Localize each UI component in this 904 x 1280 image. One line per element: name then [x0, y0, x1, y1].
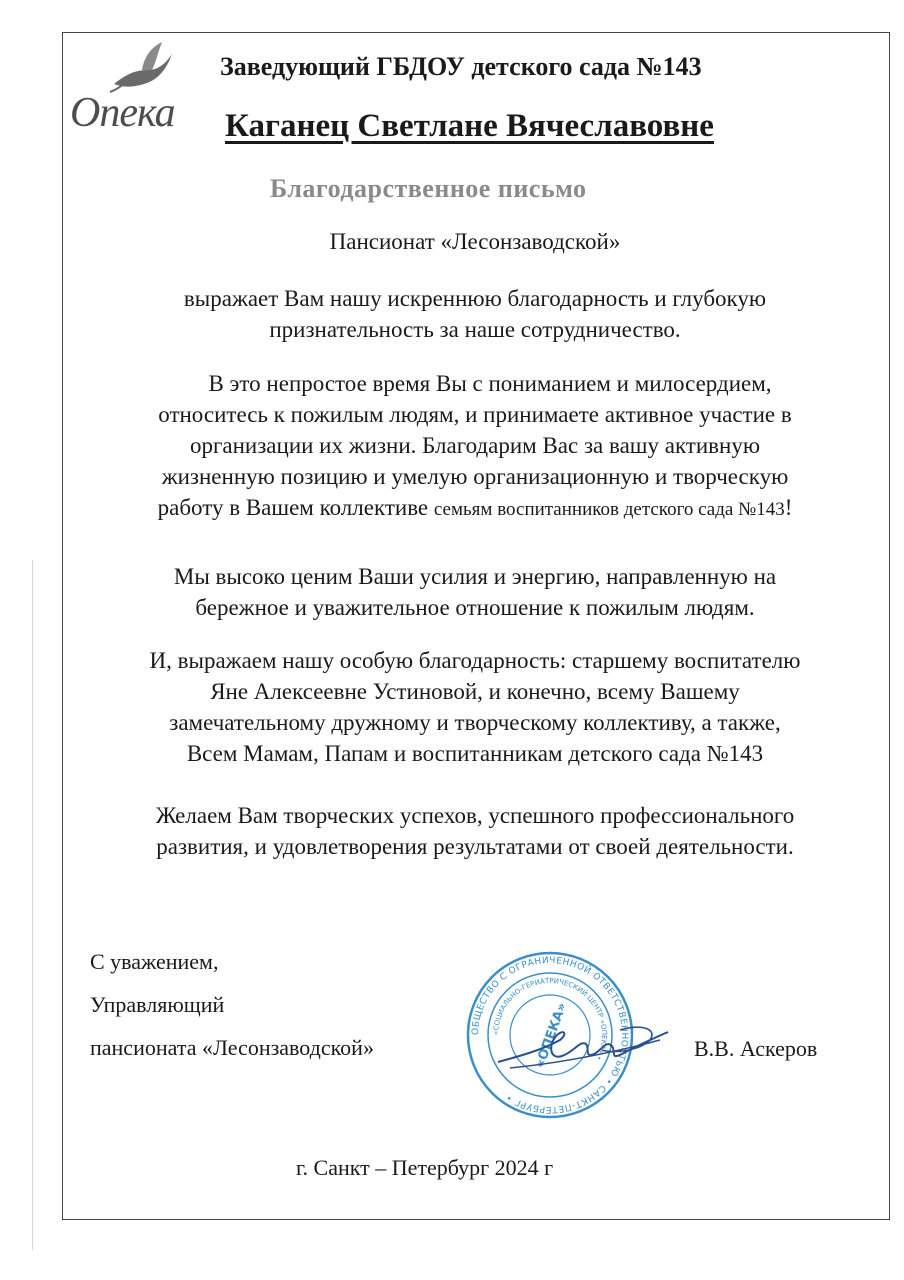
- paragraph-text: работу в Вашем коллективе: [157, 495, 429, 520]
- sender-line: Пансионат «Лесонзаводской»: [329, 229, 621, 254]
- signer-name: В.В. Аскеров: [694, 1036, 818, 1061]
- paragraph-text-small: семьям воспитанников детского сада №143: [433, 499, 785, 520]
- paragraph-line: И, выражаем нашу особую благодарность: старшему воспитателю: [149, 648, 801, 673]
- paragraph-5: [80, 800, 870, 862]
- logo-text: Опека: [70, 90, 175, 136]
- paragraph-3: [80, 561, 870, 623]
- paragraph-line: замечательному дружному и творческому коллективу, а также,: [169, 710, 781, 735]
- paragraph-line: Желаем Вам творческих успехов, успешного профессионального: [155, 803, 795, 828]
- opeka-logo: [70, 40, 205, 136]
- paragraph-2: [80, 368, 870, 525]
- stamp-center-text: «ОПЕКА»: [532, 1000, 571, 1071]
- signer-organization: пансионата «Лесонзаводской»: [90, 1035, 374, 1060]
- paragraph-line: бережное и уважительное отношение к пожилым людям.: [195, 595, 755, 620]
- signer-position: Управляющий: [90, 992, 225, 1017]
- paragraph-line: признательность за наше сотрудничество.: [269, 317, 681, 342]
- paragraph-line: организации их жизни. Благодарим Вас за вашу активную: [189, 433, 761, 458]
- paragraph-line: В это непростое время Вы с пониманием и милосердием,: [208, 371, 772, 396]
- city-and-year: г. Санкт – Петербург 2024 г: [296, 1155, 554, 1180]
- paragraph-line: относитесь к пожилым людям, и принимаете активное участие в: [158, 402, 792, 427]
- signature-block: [90, 940, 374, 1069]
- paragraph-4: [80, 645, 870, 769]
- closing-phrase: С уважением,: [90, 949, 219, 974]
- paragraph-line: жизненную позицию и умелую организационную и творческую: [161, 464, 789, 489]
- paragraph-1: [80, 283, 870, 345]
- paragraph-line: развития, и удовлетворения результатами от своей деятельности.: [156, 834, 794, 859]
- paragraph-line: Всем Мамам, Папам и воспитанникам детского сада №143: [186, 741, 764, 766]
- scan-edge-line: [32, 560, 33, 1250]
- addressee-position: Заведующий ГБДОУ детского сада №143: [220, 52, 702, 81]
- paragraph-line: Яне Алексеевне Устиновой, и конечно, всему Вашему: [210, 679, 740, 704]
- paragraph-line: Мы высоко ценим Ваши усилия и энергию, направленную на: [173, 564, 777, 589]
- paragraph-text: !: [784, 495, 793, 520]
- stamp-outer-text: ОБЩЕСТВО С ОГРАНИЧЕННОЙ ОТВЕТСТВЕННОСТЬЮ • САНКТ-ПЕТЕРБУРГ •: [470, 955, 630, 1115]
- addressee-name: Каганец Светлане Вячеславовне: [225, 108, 714, 144]
- handwritten-signature: [490, 1010, 675, 1080]
- stamp-inner-text: «СОЦИАЛЬНО-ГЕРИАТРИЧЕСКИЙ ЦЕНТР «ОПЕКА» •: [491, 976, 609, 1062]
- paragraph-line: выражает Вам нашу искреннюю благодарность и глубокую: [183, 286, 767, 311]
- document-title: Благодарственное письмо: [270, 174, 587, 203]
- paragraph-line: [80, 492, 870, 525]
